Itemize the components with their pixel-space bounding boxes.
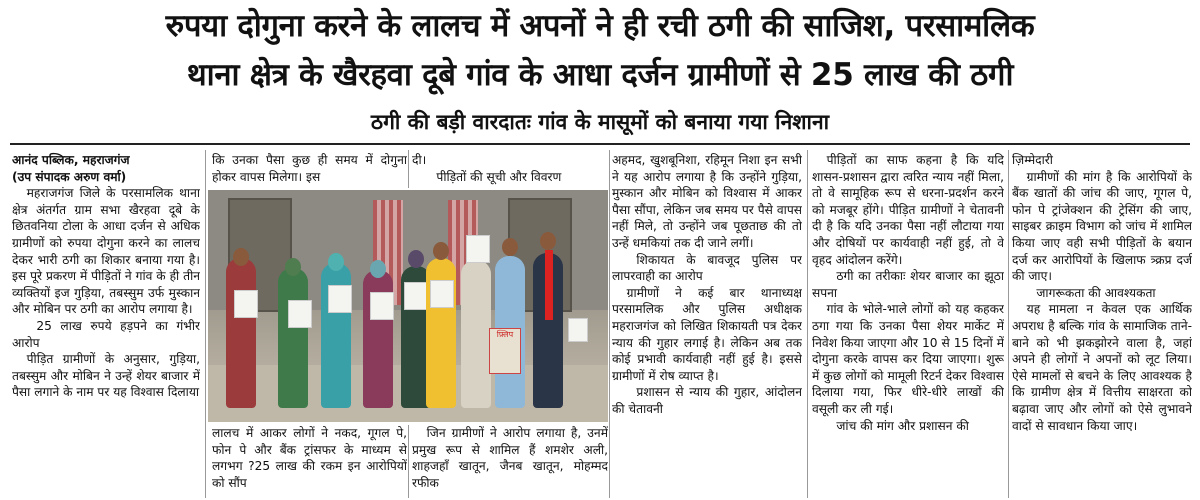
photo-person — [363, 270, 393, 408]
header-divider — [10, 143, 1190, 145]
article-column-5 — [812, 152, 1004, 498]
photo-person-head — [328, 253, 344, 271]
photo-paper — [288, 300, 312, 328]
photo-person-head — [502, 238, 518, 256]
article-column-3-top — [412, 152, 608, 188]
photo-paper — [328, 285, 352, 313]
photo-shopping-bag: फ़्लिप — [489, 328, 521, 374]
photo-paper — [466, 235, 490, 263]
section-heading: 25 लाख रुपये हड़पने का गंभीर आरोप — [12, 318, 200, 350]
photo-paper — [404, 282, 428, 310]
article-paragraph: ग्रामीणों ने कई बार थानाध्यक्ष परसामलिक और पुलिस अधीक्षक महराजगंज को लिखित शिकायती पत्र देकर न्याय की गुहार लगाई है। लेकिन अब तक कोई प्रभावी कार्यवाही नहीं हुई है। इससे ग्रामीणों में रोष व्याप्त है। — [612, 285, 802, 383]
section-heading: शिकायत के बावजूद पुलिस पर लापरवाही का आरोप — [612, 252, 802, 284]
section-heading: ज़िम्मेदारी — [1012, 153, 1053, 167]
photo-person — [278, 268, 308, 408]
byline: आनंद पब्लिक, महराजगंज — [12, 153, 130, 167]
subheadline: ठगी की बड़ी वारदातः गांव के मासूमों को बनाया गया निशाना — [370, 110, 830, 134]
article-paragraph: ग्रामीणों की मांग है कि आरोपियों के बैंक खातों की जांच की जाए, गूगल पे, फोन पे ट्रांजेक्शन की ट्रेसिंग की जाए, साइबर क्राइम विभाग को जांच में शामिल किया जाए वही सभी पीड़ितों के बयान दर्ज कर आरोपियों के खिलाफ त्र्क्रप्र दर्ज की जाए। — [1012, 169, 1192, 284]
article-column-1 — [12, 152, 200, 498]
section-heading: जागरूकता की आवश्यकता — [1036, 285, 1156, 300]
photo-person-head — [433, 242, 449, 260]
article-paragraph: पीड़ितों का साफ कहना है कि यदि शासन-प्रशासन द्वारा त्वरित न्याय नहीं मिला, तो वे सामूहिक रूप से धरना-प्रदर्शन करने को मजबूर होंगे। पीड़ित ग्रामीणों ने चेतावनी दी है कि यदि उनका पैसा नहीं लौटाया गया और दोषियों पर कार्यवाही नहीं हुई, तो वे वृहद आंदोलन करेंगे। — [812, 153, 1004, 267]
article-column-6 — [1012, 152, 1192, 498]
section-heading: प्रशासन से न्याय की गुहार, आंदोलन की चेतावनी — [612, 385, 802, 416]
photo-paper — [370, 292, 394, 320]
photo-paper — [568, 318, 588, 342]
news-photo-villagers — [208, 190, 608, 422]
headline-line-2: थाना क्षेत्र के खैरहवा दूबे गांव के आधा दर्जन ग्रामीणों से 25 लाख की ठगी — [186, 57, 1014, 93]
section-heading: जांच की मांग और प्रशासन की — [836, 418, 969, 433]
section-heading: पीड़ितों की सूची और विवरण — [436, 169, 562, 184]
photo-person-head — [540, 232, 556, 250]
article-paragraph: जिन ग्रामीणों ने आरोप लगाया है, उनमें प्रमुख रूप से शामिल हैं शमशेर अली, शाहजहाँ खातून, जैनब खातून, मोहम्मद रफीक — [412, 426, 608, 490]
photo-red-scarf — [545, 250, 553, 320]
photo-paper — [234, 290, 258, 318]
article-paragraph: कि उनका पैसा कुछ ही समय में दोगुना होकर वापस मिलेगा। इस — [212, 153, 407, 184]
column-divider — [408, 425, 409, 498]
column-divider — [1008, 150, 1009, 498]
article-column-4 — [612, 152, 802, 498]
column-divider — [408, 150, 409, 188]
article-paragraph: महराजगंज जिले के परसामलिक थाना क्षेत्र अंतर्गत ग्राम सभा खैरहवा दूबे के छितवनिया टोला के आधा दर्जन से अधिक ग्रामीणों को रुपया दोगुना करने का लालच देकर भारी ठगी का शिकार बनाया गया है। इस पूरे प्रकरण में पीड़ितों ने गांव के ही तीन व्यक्तियों इज गुड़िया, तबस्सुम उर्फ मुस्कान और मोबिन पर ठगी का आरोप लगाया है। — [12, 186, 200, 317]
photo-person — [461, 260, 491, 408]
section-heading: ठगी का तरीकाः शेयर बाजार का झूठा सपना — [812, 269, 1004, 300]
photo-person — [226, 258, 256, 408]
headline-line-1: रुपया दोगुना करने के लालच में अपनों ने ही रची ठगी की साजिश, परसामलिक — [165, 8, 1035, 44]
photo-person-head — [285, 258, 301, 276]
column-divider — [609, 150, 610, 498]
byline-editor: (उप संपादक अरुण वर्मा) — [12, 169, 127, 184]
article-paragraph: लालच में आकर लोगों ने नकद, गूगल पे, फोन पे और बैंक ट्रांसफर के माध्यम से लगभग ?25 लाख की रकम इन आरोपियों को सौंप — [212, 426, 407, 490]
article-paragraph: दी। — [412, 153, 427, 167]
column-divider — [807, 150, 808, 498]
article-column-2-bottom — [212, 425, 407, 499]
photo-person-head — [370, 260, 386, 278]
article-paragraph: पीड़ित ग्रामीणों के अनुसार, गुड़िया, तबस्सुम और मोबिन ने उन्हें शेयर बाजार में पैसा लगाने के नाम पर यह विश्वास दिलाया — [12, 352, 200, 400]
article-paragraph: यह मामला न केवल एक आर्थिक अपराध है बल्कि गांव के सामाजिक ताने-बाने को भी झकझोरने वाला है, जहां अपने ही लोगों ने अपनों को लूट लिया। ऐसे मामलों से बचने के लिए आवश्यक है कि ग्रामीण क्षेत्र में वित्तीय साक्षरता को बढ़ावा जाए और लोगों को ऐसे लुभावने वादों से सावधान किया जाए। — [1012, 302, 1192, 433]
article-column-2-top — [212, 152, 407, 188]
article-paragraph: अहमद, खुशबूनिशा, रहिमून निशा इन सभी ने यह आरोप लगाया है कि उन्होंने गुड़िया, मुस्कान और मोबिन को विश्वास में आकर पैसा सौंपा, लेकिन जब समय पर पैसे वापस नहीं मिले, तो उन्होंने जब पूछताछ की तो उन्हें धमकियां तक दी जाने लगीं। — [612, 153, 802, 250]
photo-person-head — [233, 248, 249, 266]
column-divider — [205, 150, 206, 498]
article-paragraph: गांव के भोले-भाले लोगों को यह कहकर ठगा गया कि उनका पैसा शेयर मार्केट में निवेश किया जाएगा और 10 से 15 दिनों में दोगुना करके वापस कर दिया जाएगा। शुरू में कुछ लोगों को मामूली रिटर्न देकर विश्वास दिलाया गया, फिर धीरे-धीरे लाखों की वसूली कर ली गई। — [812, 302, 1004, 416]
photo-paper — [430, 280, 454, 308]
photo-person-head — [408, 250, 424, 268]
article-column-3-bottom — [412, 425, 608, 499]
